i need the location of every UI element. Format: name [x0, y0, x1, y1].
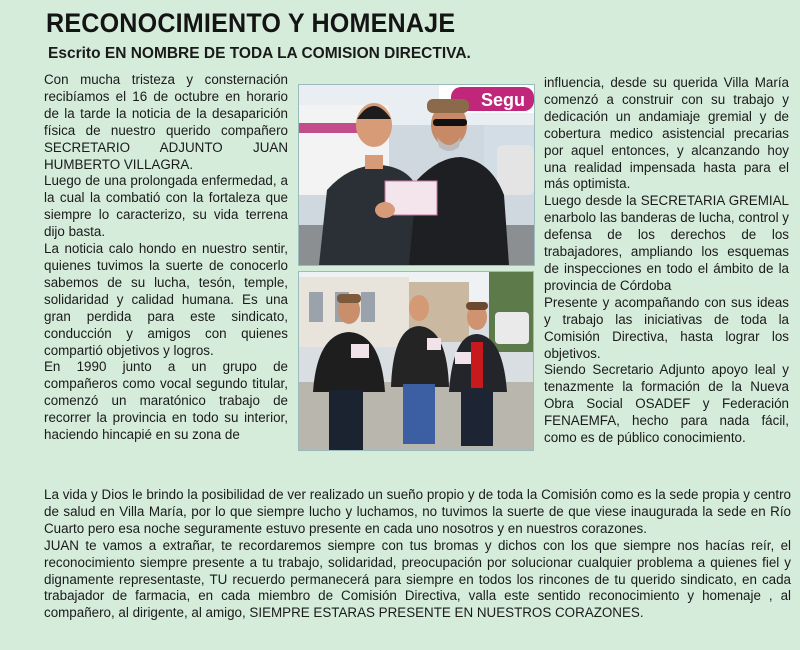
article-subtitle: Escrito EN NOMBRE DE TODA LA COMISION DIRECTIVA. [48, 45, 471, 62]
paragraph: La vida y Dios le brindo la posibilidad de ver realizado un sueño propio y de toda la Comisión como es la sede propia y centro de salud en Villa María, por lo que siempre lucho y luchamos, no tuvimos la suerte de que viese inaugurada la sede en Río Cuarto pero esa noche seguramente estuvo presente en cada uno nosotros y en nuestros corazones. [44, 487, 791, 536]
right-column [544, 75, 789, 447]
sign-text: Segu [481, 90, 526, 110]
paragraph: Luego desde la SECRETARIA GREMIAL enarbolo las banderas de lucha, control y defensa de los derechos de los trabajadores, ampliando los esquemas de inspecciones en todo el ámbito de la provincia de Córdoba [544, 193, 789, 293]
paragraph: Con mucha tristeza y consternación recibíamos el 16 de octubre en horario de la tarde la noticia de la desaparición física de nuestro querido compañero SECRETARIO ADJUNTO JUAN HUMBERTO VILLAGRA. [44, 72, 288, 172]
paragraph: JUAN te vamos a extrañar, te recordaremos siempre con tus bromas y dichos con los que siempre nos hacías reír, el reconocimiento siempre presente a tu trabajo, solidaridad, preocupación por solucionar cualquier problema a quienes fiel y dignamente representaste, TU recuerdo permanecerá para siempre en todos los rincones de tu querido sindicato, en cada trabajador de farmacia, en cada miembro de Comisión Directiva, valla este sentido reconocimiento y homenaje , al compañero, al dirigente, al amigo, SIEMPRE ESTARAS PRESENTE EN NUESTROS CORAZONES. [44, 537, 791, 621]
paragraph: La noticia calo hondo en nuestro sentir, quienes tuvimos la suerte de conocerlo sabemos de su lucha, tesón, temple, solidaridad y calidad humana. Es una gran perdida para este sindicato, conducción y amigos con quienes compartió objetivos y logros. [44, 241, 288, 358]
paragraph: Luego de una prolongada enfermedad, a la cual la combatió con la fortaleza que siempre lo caracterizo, su vida terrena dijo basta. [44, 173, 288, 240]
photo-two-men [298, 84, 535, 266]
paragraph: En 1990 junto a un grupo de compañeros como vocal segundo titular, comenzó un maratónico trabajo de recorrer la provincia en todo su interior, haciendo hincapié en su zona de [44, 359, 288, 443]
article-title: RECONOCIMIENTO Y HOMENAJE [46, 8, 456, 38]
photo-three-men [298, 271, 534, 451]
paragraph: influencia, desde su querida Villa María comenzó a construir con su trabajo y dedicación un andamiaje gremial y de cobertura medico asistencial precarias por aquel entonces, y alcanzando hoy una realidad impensada hasta para el más optimista. [544, 75, 789, 192]
paragraph: Siendo Secretario Adjunto apoyo leal y tenazmente la formación de la Nueva Obra Social OSADEF y Federación FENAEMFA, hecho para nada fácil, como es de público conocimiento. [544, 362, 789, 446]
bottom-text [44, 487, 791, 622]
left-column [44, 72, 288, 444]
paragraph: Presente y acompañando con sus ideas y trabajo las iniciativas de toda la Comisión Directiva, hasta lograr los objetivos. [544, 294, 789, 361]
